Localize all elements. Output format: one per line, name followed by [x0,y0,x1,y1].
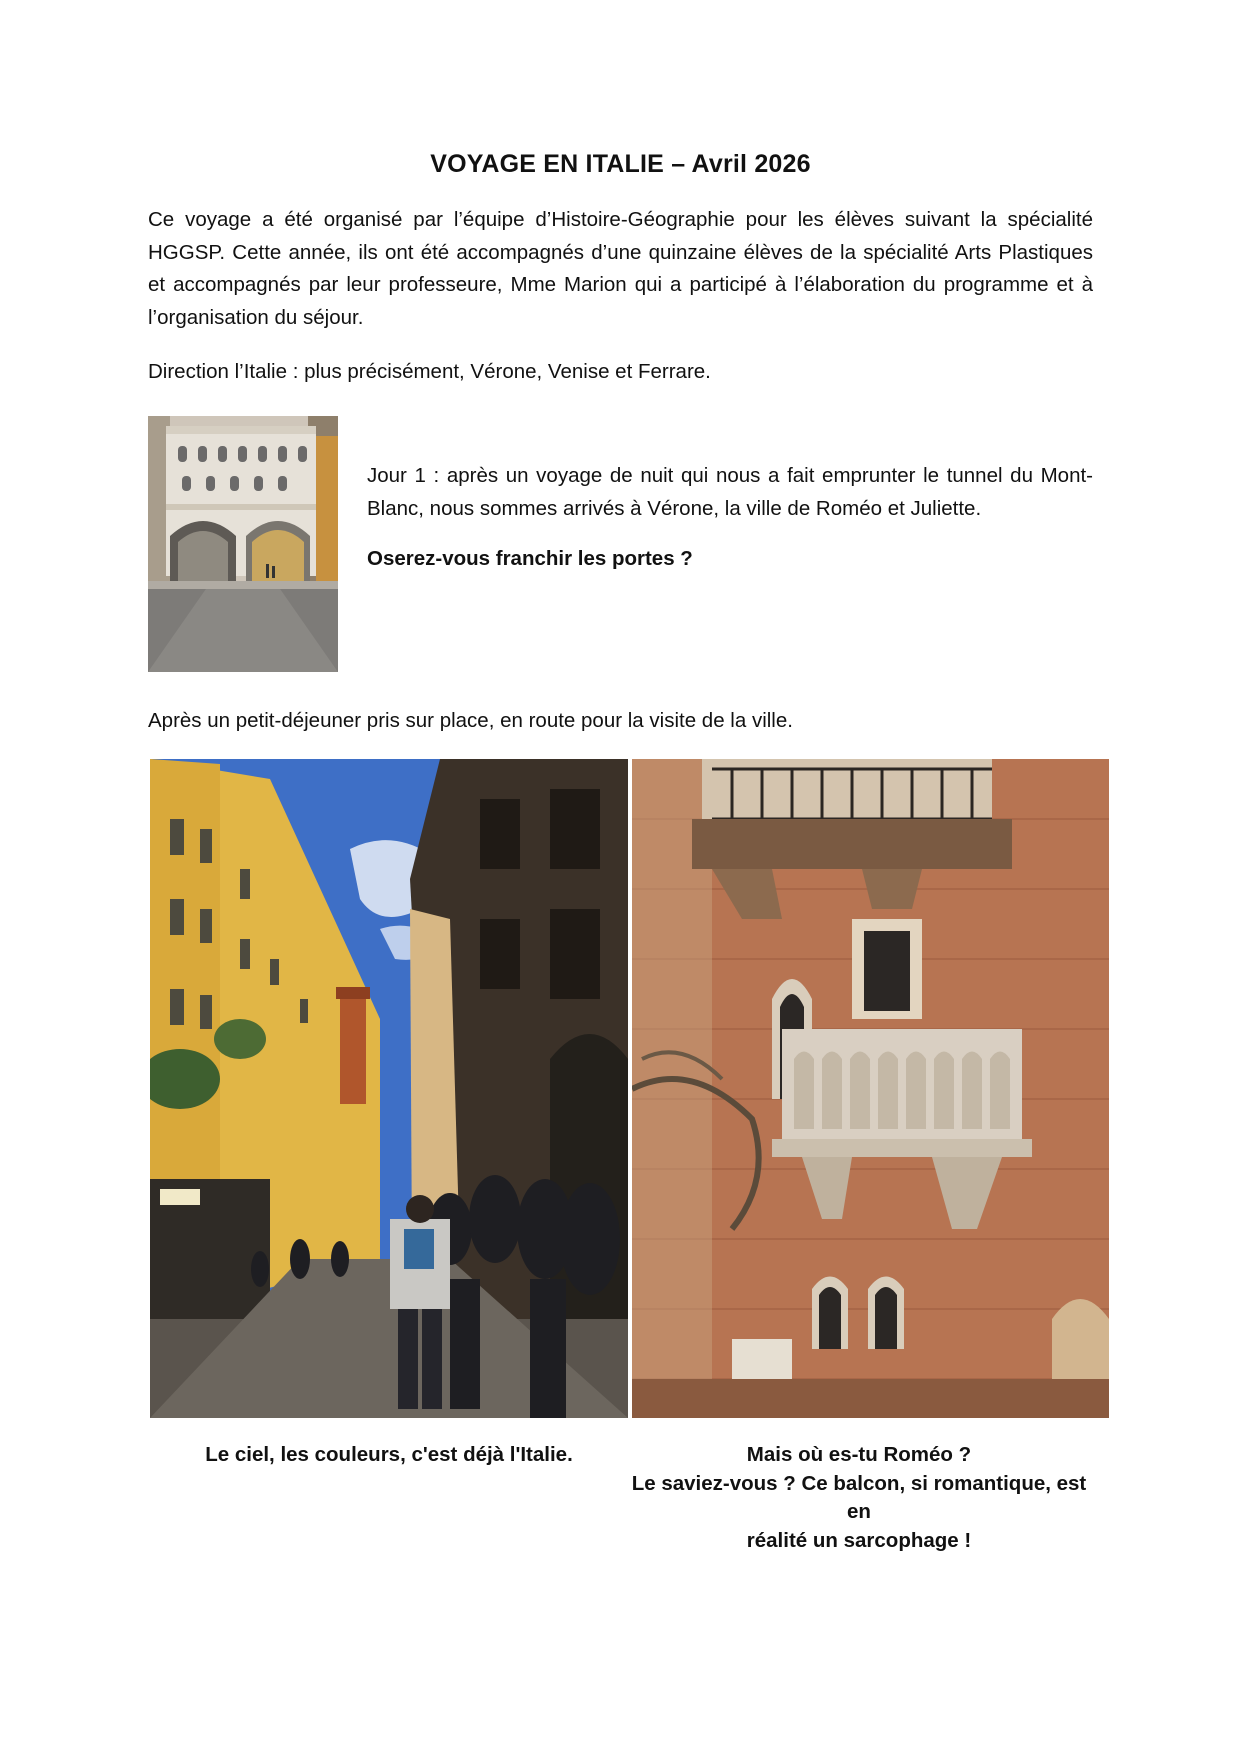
balcony-photo [632,759,1109,1418]
street-photo [150,759,628,1418]
page-title: VOYAGE EN ITALIE – Avril 2026 [430,150,811,178]
day1-section [367,460,1093,576]
direction-paragraph: Direction l’Italie : plus précisément, Vérone, Venise et Ferrare. [148,360,711,383]
after-breakfast-paragraph: Après un petit-déjeuner pris sur place, en route pour la visite de la ville. [148,709,793,732]
caption-street [150,1441,628,1470]
caption-balcony-line2: Le saviez-vous ? Ce balcon, si romantique, est en [631,1471,1087,1523]
day1-question: Oserez-vous franchir les portes ? [367,547,693,570]
caption-balcony-line3: réalité un sarcophage ! [746,1528,972,1552]
gate-photo [148,416,338,672]
intro-paragraph: Ce voyage a été organisé par l’équipe d’Histoire-Géographie pour les élèves suivant la spécialité HGGSP. Cette année, ils ont été accompagnés d’une quinzaine élèves de la spécialité Arts Plastiques et accompagnés par leur professeure, Mme Marion qui a participé à l’élaboration du programme et à l’organisation du séjour. [148,208,1093,329]
caption-street-text: Le ciel, les couleurs, c'est déjà l'Italie. [205,1443,573,1466]
caption-balcony [620,1441,1098,1555]
caption-balcony-line1: Mais où es-tu Roméo ? [746,1443,972,1466]
day1-text: Jour 1 : après un voyage de nuit qui nous a fait emprunter le tunnel du Mont-Blanc, nous sommes arrivés à Vérone, la ville de Roméo et Juliette. [367,464,1093,520]
